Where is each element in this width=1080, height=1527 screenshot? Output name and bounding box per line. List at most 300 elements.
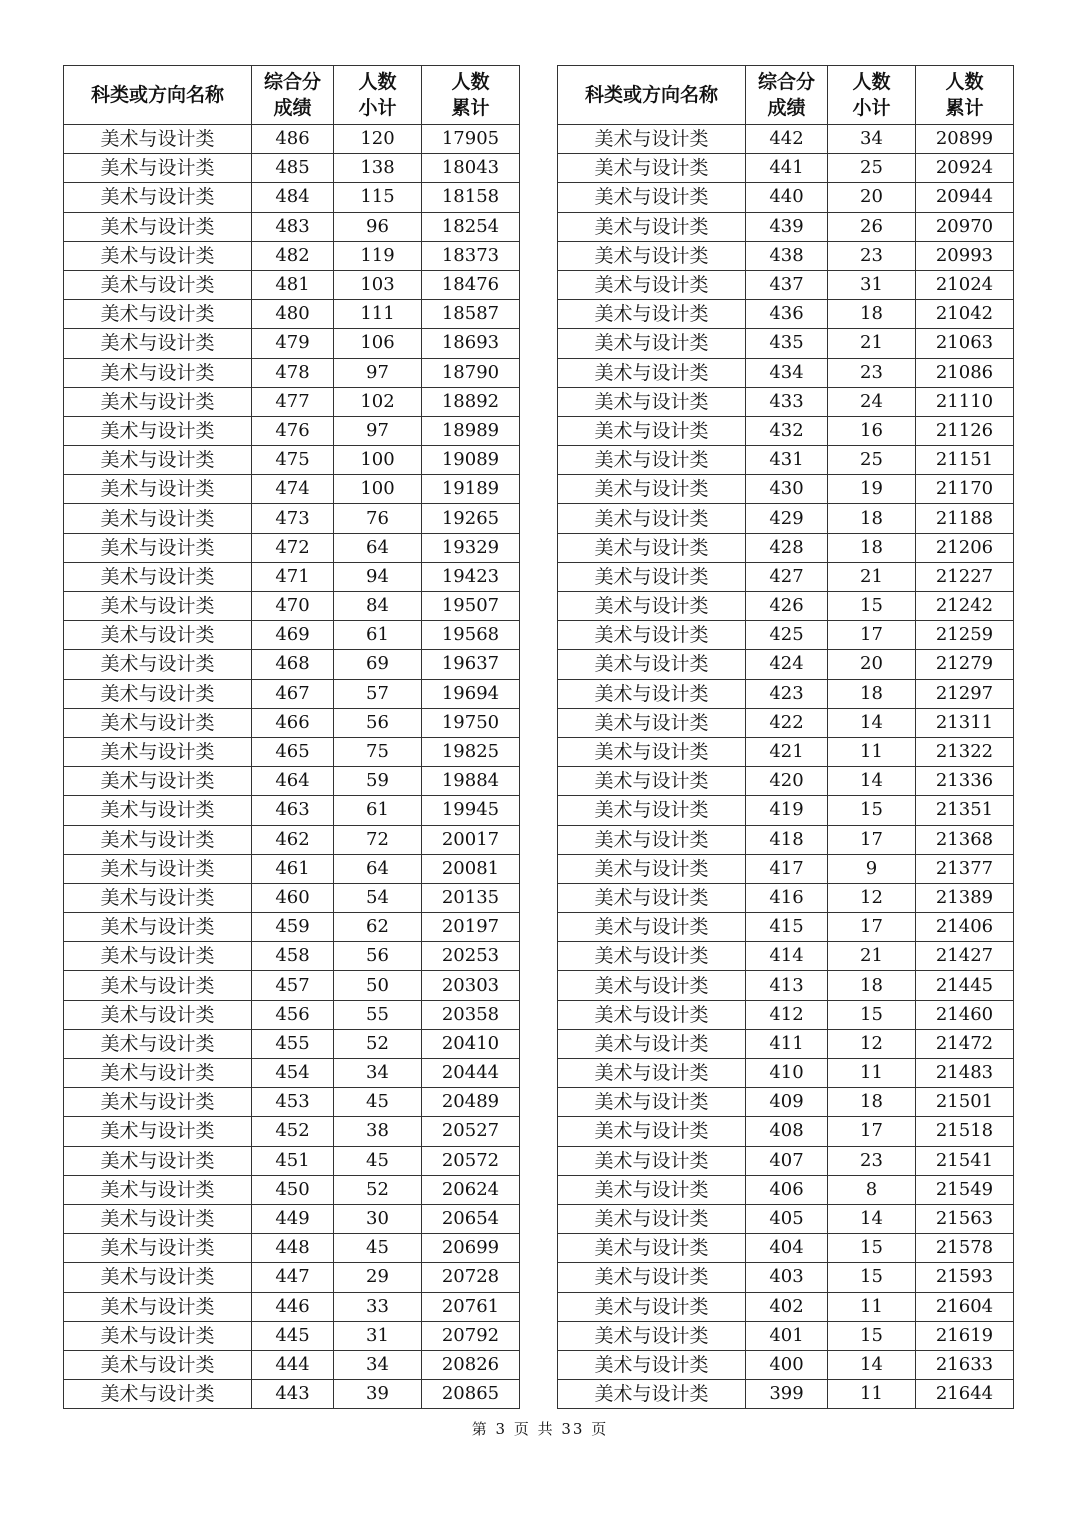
score-cell: 439 (746, 212, 828, 241)
category-cell: 美术与设计类 (64, 562, 252, 591)
category-cell: 美术与设计类 (558, 825, 746, 854)
table-row (558, 1350, 1014, 1379)
count-cell: 138 (334, 154, 422, 183)
score-cell: 464 (252, 767, 334, 796)
count-cell: 52 (334, 1175, 422, 1204)
table-row (64, 1321, 520, 1350)
count-cell: 18 (828, 533, 916, 562)
table-row (64, 825, 520, 854)
table-body-right (558, 125, 1014, 1409)
cumulative-cell: 21406 (916, 913, 1014, 942)
count-cell: 17 (828, 913, 916, 942)
cumulative-cell: 21644 (916, 1380, 1014, 1409)
score-cell: 431 (746, 446, 828, 475)
count-cell: 14 (828, 1350, 916, 1379)
score-cell: 485 (252, 154, 334, 183)
count-cell: 18 (828, 504, 916, 533)
cumulative-cell: 20944 (916, 183, 1014, 212)
cumulative-cell: 19189 (422, 475, 520, 504)
table-row (558, 1321, 1014, 1350)
score-cell: 458 (252, 942, 334, 971)
score-cell: 484 (252, 183, 334, 212)
table-row (64, 329, 520, 358)
count-cell: 56 (334, 942, 422, 971)
score-cell: 483 (252, 212, 334, 241)
score-cell: 416 (746, 883, 828, 912)
count-cell: 21 (828, 562, 916, 591)
score-cell: 438 (746, 241, 828, 270)
count-cell: 14 (828, 1204, 916, 1233)
score-cell: 421 (746, 737, 828, 766)
count-cell: 18 (828, 1088, 916, 1117)
count-cell: 54 (334, 883, 422, 912)
count-cell: 94 (334, 562, 422, 591)
count-cell: 9 (828, 854, 916, 883)
cumulative-cell: 21593 (916, 1263, 1014, 1292)
count-cell: 17 (828, 1117, 916, 1146)
cumulative-cell: 20489 (422, 1088, 520, 1117)
category-cell: 美术与设计类 (64, 883, 252, 912)
category-cell: 美术与设计类 (64, 621, 252, 650)
category-cell: 美术与设计类 (558, 183, 746, 212)
table-row (558, 1059, 1014, 1088)
score-cell: 473 (252, 504, 334, 533)
category-cell: 美术与设计类 (558, 592, 746, 621)
category-cell: 美术与设计类 (64, 1146, 252, 1175)
score-cell: 432 (746, 416, 828, 445)
score-cell: 467 (252, 679, 334, 708)
score-cell: 472 (252, 533, 334, 562)
score-cell: 446 (252, 1292, 334, 1321)
count-cell: 115 (334, 183, 422, 212)
score-cell: 441 (746, 154, 828, 183)
category-cell: 美术与设计类 (64, 212, 252, 241)
cumulative-cell: 19945 (422, 796, 520, 825)
count-cell: 15 (828, 1321, 916, 1350)
table-row (64, 679, 520, 708)
table-row (64, 504, 520, 533)
category-cell: 美术与设计类 (64, 796, 252, 825)
table-row (558, 1175, 1014, 1204)
score-cell: 466 (252, 708, 334, 737)
count-cell: 69 (334, 650, 422, 679)
score-cell: 469 (252, 621, 334, 650)
table-row (64, 1059, 520, 1088)
count-cell: 61 (334, 796, 422, 825)
count-cell: 120 (334, 125, 422, 154)
count-cell: 26 (828, 212, 916, 241)
score-cell: 425 (746, 621, 828, 650)
table-row (558, 1292, 1014, 1321)
category-cell: 美术与设计类 (64, 1204, 252, 1233)
score-cell: 430 (746, 475, 828, 504)
score-cell: 412 (746, 1000, 828, 1029)
cumulative-cell: 21336 (916, 767, 1014, 796)
cumulative-cell: 21460 (916, 1000, 1014, 1029)
score-cell: 420 (746, 767, 828, 796)
table-row (64, 300, 520, 329)
table-row (64, 767, 520, 796)
header-cumulative: 人数 累计 (916, 66, 1014, 125)
cumulative-cell: 21227 (916, 562, 1014, 591)
score-cell: 452 (252, 1117, 334, 1146)
cumulative-cell: 20358 (422, 1000, 520, 1029)
count-cell: 11 (828, 1059, 916, 1088)
count-cell: 84 (334, 592, 422, 621)
category-cell: 美术与设计类 (64, 241, 252, 270)
table-row (64, 270, 520, 299)
count-cell: 8 (828, 1175, 916, 1204)
header-row (64, 66, 520, 125)
category-cell: 美术与设计类 (64, 971, 252, 1000)
category-cell: 美术与设计类 (64, 446, 252, 475)
cumulative-cell: 21633 (916, 1350, 1014, 1379)
score-cell: 419 (746, 796, 828, 825)
category-cell: 美术与设计类 (64, 737, 252, 766)
count-cell: 119 (334, 241, 422, 270)
cumulative-cell: 21322 (916, 737, 1014, 766)
category-cell: 美术与设计类 (558, 358, 746, 387)
count-cell: 15 (828, 1234, 916, 1263)
score-cell: 399 (746, 1380, 828, 1409)
score-cell: 440 (746, 183, 828, 212)
category-cell: 美术与设计类 (64, 1380, 252, 1409)
score-cell: 422 (746, 708, 828, 737)
category-cell: 美术与设计类 (558, 1350, 746, 1379)
score-cell: 474 (252, 475, 334, 504)
cumulative-cell: 21619 (916, 1321, 1014, 1350)
category-cell: 美术与设计类 (558, 1059, 746, 1088)
score-cell: 403 (746, 1263, 828, 1292)
count-cell: 24 (828, 387, 916, 416)
category-cell: 美术与设计类 (558, 270, 746, 299)
category-cell: 美术与设计类 (64, 1059, 252, 1088)
cumulative-cell: 21297 (916, 679, 1014, 708)
table-row (558, 796, 1014, 825)
count-cell: 96 (334, 212, 422, 241)
category-cell: 美术与设计类 (558, 1029, 746, 1058)
table-row (64, 533, 520, 562)
table-row (64, 942, 520, 971)
table-row (64, 416, 520, 445)
count-cell: 16 (828, 416, 916, 445)
cumulative-cell: 21351 (916, 796, 1014, 825)
table-row (64, 971, 520, 1000)
category-cell: 美术与设计类 (64, 125, 252, 154)
table-row (64, 1029, 520, 1058)
category-cell: 美术与设计类 (558, 154, 746, 183)
category-cell: 美术与设计类 (558, 708, 746, 737)
table-body-left (64, 125, 520, 1409)
score-cell: 455 (252, 1029, 334, 1058)
table-row (558, 562, 1014, 591)
score-cell: 463 (252, 796, 334, 825)
category-cell: 美术与设计类 (558, 737, 746, 766)
table-row (558, 1234, 1014, 1263)
count-cell: 45 (334, 1088, 422, 1117)
category-cell: 美术与设计类 (558, 533, 746, 562)
category-cell: 美术与设计类 (64, 533, 252, 562)
page-footer: 第 3 页 共 33 页 (471, 1420, 609, 1438)
header-score: 综合分 成绩 (746, 66, 828, 125)
table-row (558, 270, 1014, 299)
count-cell: 111 (334, 300, 422, 329)
cumulative-cell: 18254 (422, 212, 520, 241)
category-cell: 美术与设计类 (64, 650, 252, 679)
header-score: 综合分 成绩 (252, 66, 334, 125)
score-cell: 413 (746, 971, 828, 1000)
cumulative-cell: 21311 (916, 708, 1014, 737)
table-row (64, 1292, 520, 1321)
category-cell: 美术与设计类 (558, 796, 746, 825)
cumulative-cell: 21389 (916, 883, 1014, 912)
count-cell: 34 (334, 1059, 422, 1088)
count-cell: 61 (334, 621, 422, 650)
cumulative-cell: 20899 (916, 125, 1014, 154)
count-cell: 97 (334, 416, 422, 445)
count-cell: 72 (334, 825, 422, 854)
score-cell: 462 (252, 825, 334, 854)
score-cell: 426 (746, 592, 828, 621)
count-cell: 14 (828, 708, 916, 737)
count-cell: 59 (334, 767, 422, 796)
cumulative-cell: 21042 (916, 300, 1014, 329)
table-row (558, 1000, 1014, 1029)
count-cell: 25 (828, 154, 916, 183)
table-row (558, 358, 1014, 387)
count-cell: 34 (334, 1350, 422, 1379)
score-cell: 478 (252, 358, 334, 387)
score-cell: 451 (252, 1146, 334, 1175)
score-cell: 427 (746, 562, 828, 591)
category-cell: 美术与设计类 (64, 154, 252, 183)
score-cell: 411 (746, 1029, 828, 1058)
cumulative-cell: 17905 (422, 125, 520, 154)
table-row (64, 1234, 520, 1263)
score-table-left (63, 65, 520, 1409)
cumulative-cell: 18989 (422, 416, 520, 445)
table-row (558, 942, 1014, 971)
category-cell: 美术与设计类 (558, 679, 746, 708)
score-cell: 443 (252, 1380, 334, 1409)
score-cell: 408 (746, 1117, 828, 1146)
table-row (64, 592, 520, 621)
category-cell: 美术与设计类 (64, 1175, 252, 1204)
table-row (64, 708, 520, 737)
category-cell: 美术与设计类 (64, 854, 252, 883)
cumulative-cell: 18373 (422, 241, 520, 270)
table-row (558, 154, 1014, 183)
table-row (558, 387, 1014, 416)
cumulative-cell: 21563 (916, 1204, 1014, 1233)
category-cell: 美术与设计类 (558, 621, 746, 650)
category-cell: 美术与设计类 (558, 1263, 746, 1292)
score-cell: 401 (746, 1321, 828, 1350)
table-row (64, 446, 520, 475)
table-row (64, 796, 520, 825)
count-cell: 45 (334, 1146, 422, 1175)
score-cell: 477 (252, 387, 334, 416)
table-row (64, 1350, 520, 1379)
table-row (558, 825, 1014, 854)
cumulative-cell: 20993 (916, 241, 1014, 270)
count-cell: 23 (828, 1146, 916, 1175)
cumulative-cell: 20728 (422, 1263, 520, 1292)
score-cell: 436 (746, 300, 828, 329)
score-cell: 444 (252, 1350, 334, 1379)
cumulative-cell: 18693 (422, 329, 520, 358)
count-cell: 18 (828, 971, 916, 1000)
score-cell: 406 (746, 1175, 828, 1204)
table-row (64, 1204, 520, 1233)
category-cell: 美术与设计类 (558, 883, 746, 912)
table-row (64, 854, 520, 883)
score-cell: 450 (252, 1175, 334, 1204)
cumulative-cell: 20865 (422, 1380, 520, 1409)
score-cell: 442 (746, 125, 828, 154)
score-cell: 461 (252, 854, 334, 883)
table-row (64, 1175, 520, 1204)
score-cell: 480 (252, 300, 334, 329)
cumulative-cell: 20197 (422, 913, 520, 942)
count-cell: 15 (828, 796, 916, 825)
count-cell: 11 (828, 1292, 916, 1321)
table-row (64, 1000, 520, 1029)
category-cell: 美术与设计类 (64, 679, 252, 708)
score-cell: 423 (746, 679, 828, 708)
table-row (558, 533, 1014, 562)
table-row (64, 621, 520, 650)
table-row (558, 913, 1014, 942)
table-row (558, 971, 1014, 1000)
count-cell: 20 (828, 650, 916, 679)
cumulative-cell: 20761 (422, 1292, 520, 1321)
cumulative-cell: 19329 (422, 533, 520, 562)
count-cell: 64 (334, 533, 422, 562)
header-row (558, 66, 1014, 125)
category-cell: 美术与设计类 (558, 387, 746, 416)
category-cell: 美术与设计类 (558, 854, 746, 883)
cumulative-cell: 21086 (916, 358, 1014, 387)
table-row (558, 504, 1014, 533)
count-cell: 100 (334, 446, 422, 475)
category-cell: 美术与设计类 (558, 913, 746, 942)
cumulative-cell: 20654 (422, 1204, 520, 1233)
score-cell: 470 (252, 592, 334, 621)
category-cell: 美术与设计类 (64, 825, 252, 854)
table-row (558, 767, 1014, 796)
category-cell: 美术与设计类 (558, 1117, 746, 1146)
count-cell: 31 (334, 1321, 422, 1350)
table-row (558, 125, 1014, 154)
table-row (64, 154, 520, 183)
category-cell: 美术与设计类 (558, 942, 746, 971)
table-row (64, 358, 520, 387)
cumulative-cell: 18043 (422, 154, 520, 183)
table-row (64, 650, 520, 679)
table-row (558, 446, 1014, 475)
cumulative-cell: 20303 (422, 971, 520, 1000)
cumulative-cell: 20970 (916, 212, 1014, 241)
cumulative-cell: 21578 (916, 1234, 1014, 1263)
score-cell: 435 (746, 329, 828, 358)
category-cell: 美术与设计类 (558, 767, 746, 796)
cumulative-cell: 18587 (422, 300, 520, 329)
count-cell: 11 (828, 737, 916, 766)
count-cell: 55 (334, 1000, 422, 1029)
cumulative-cell: 19568 (422, 621, 520, 650)
count-cell: 106 (334, 329, 422, 358)
count-cell: 15 (828, 1263, 916, 1292)
cumulative-cell: 21206 (916, 533, 1014, 562)
table-row (558, 621, 1014, 650)
count-cell: 17 (828, 825, 916, 854)
table-row (558, 1263, 1014, 1292)
count-cell: 25 (828, 446, 916, 475)
cumulative-cell: 21170 (916, 475, 1014, 504)
score-cell: 475 (252, 446, 334, 475)
cumulative-cell: 20444 (422, 1059, 520, 1088)
category-cell: 美术与设计类 (558, 650, 746, 679)
category-cell: 美术与设计类 (558, 1146, 746, 1175)
cumulative-cell: 20017 (422, 825, 520, 854)
cumulative-cell: 18476 (422, 270, 520, 299)
count-cell: 19 (828, 475, 916, 504)
category-cell: 美术与设计类 (64, 708, 252, 737)
category-cell: 美术与设计类 (64, 329, 252, 358)
score-cell: 457 (252, 971, 334, 1000)
category-cell: 美术与设计类 (558, 416, 746, 445)
cumulative-cell: 21063 (916, 329, 1014, 358)
category-cell: 美术与设计类 (64, 358, 252, 387)
category-cell: 美术与设计类 (64, 1000, 252, 1029)
count-cell: 14 (828, 767, 916, 796)
cumulative-cell: 19825 (422, 737, 520, 766)
cumulative-cell: 18158 (422, 183, 520, 212)
cumulative-cell: 21427 (916, 942, 1014, 971)
table-row (558, 329, 1014, 358)
count-cell: 76 (334, 504, 422, 533)
cumulative-cell: 20699 (422, 1234, 520, 1263)
category-cell: 美术与设计类 (558, 329, 746, 358)
table-row (558, 883, 1014, 912)
cumulative-cell: 20410 (422, 1029, 520, 1058)
cumulative-cell: 21377 (916, 854, 1014, 883)
cumulative-cell: 21110 (916, 387, 1014, 416)
table-row (558, 475, 1014, 504)
score-cell: 409 (746, 1088, 828, 1117)
category-cell: 美术与设计类 (558, 1000, 746, 1029)
count-cell: 102 (334, 387, 422, 416)
score-cell: 434 (746, 358, 828, 387)
cumulative-cell: 20792 (422, 1321, 520, 1350)
count-cell: 11 (828, 1380, 916, 1409)
table-row (558, 300, 1014, 329)
count-cell: 20 (828, 183, 916, 212)
score-cell: 407 (746, 1146, 828, 1175)
table-row (64, 562, 520, 591)
count-cell: 21 (828, 329, 916, 358)
count-cell: 56 (334, 708, 422, 737)
table-row (64, 125, 520, 154)
table-row (64, 1380, 520, 1409)
count-cell: 57 (334, 679, 422, 708)
score-cell: 453 (252, 1088, 334, 1117)
cumulative-cell: 19637 (422, 650, 520, 679)
category-cell: 美术与设计类 (64, 300, 252, 329)
cumulative-cell: 20826 (422, 1350, 520, 1379)
category-cell: 美术与设计类 (558, 446, 746, 475)
